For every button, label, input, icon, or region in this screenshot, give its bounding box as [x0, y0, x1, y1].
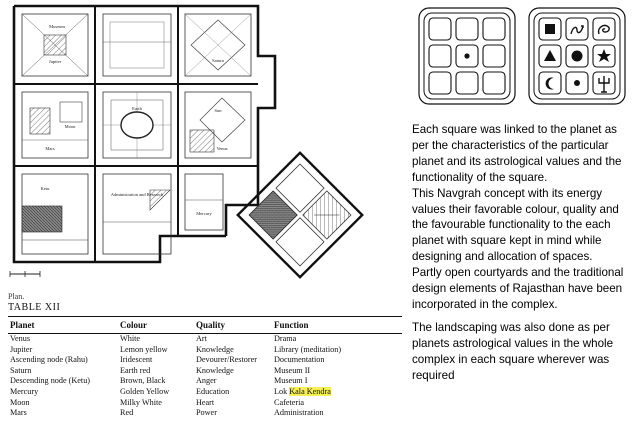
table-cell: Earth red	[120, 365, 151, 375]
moon-square	[22, 92, 88, 158]
header-colour: Colour	[120, 320, 147, 330]
header-function: Function	[274, 320, 309, 330]
table-cell: Golden Yellow	[120, 386, 170, 396]
header-quality: Quality	[196, 320, 226, 330]
table-cell: Knowledge	[196, 344, 234, 354]
table-row	[8, 376, 402, 387]
table-cell: Mars	[10, 408, 27, 418]
table-cell: Venus	[10, 334, 31, 343]
table-cell: Education	[196, 386, 230, 396]
circle-symbol-icon	[572, 51, 583, 62]
table-cell: Moon	[10, 397, 30, 407]
planet-table-grid	[8, 317, 402, 419]
description-text	[412, 122, 634, 384]
table-cell: Library (meditation)	[274, 344, 342, 354]
center-dot-icon	[464, 53, 469, 58]
table-cell: Art	[196, 334, 207, 343]
scale-bar	[10, 271, 40, 277]
description-paragraph-4: The landscaping was also done as per planets astrological values in the whole complex in each square wherever was required	[412, 320, 614, 382]
square-symbol-icon	[545, 24, 555, 34]
table-cell: Cafeteria	[274, 397, 304, 407]
crescent-symbol-icon	[546, 78, 554, 90]
ketu-square	[22, 174, 88, 254]
table-cell: White	[120, 334, 141, 343]
table-cell: Drama	[274, 334, 297, 343]
plan-label-mercury: Mercury	[196, 211, 212, 216]
table-cell: Anger	[196, 376, 217, 386]
table-cell: Administration	[274, 408, 324, 418]
navgrah-grid-right	[529, 8, 625, 104]
plan-label-moon: Moon	[64, 124, 76, 129]
architectural-plan	[0, 0, 400, 285]
rotated-building	[238, 153, 362, 277]
central-courtyard	[103, 92, 171, 158]
table-cell: Lemon yellow	[120, 344, 168, 354]
plan-caption: Plan.	[8, 292, 25, 301]
mercury-square	[185, 174, 223, 230]
triangle-symbol-icon	[544, 50, 556, 61]
plan-label-jupiter: Jupiter	[48, 59, 62, 64]
table-row	[8, 366, 402, 377]
table-cell: Saturn	[10, 365, 32, 375]
table-cell: Red	[120, 408, 134, 418]
table-row	[8, 334, 402, 345]
plan-label-mars: Mars	[45, 146, 55, 151]
plan-label-saturn: Saturn	[212, 58, 224, 63]
header-planet: Planet	[10, 320, 35, 330]
museum-square	[103, 14, 171, 76]
table-cell: Devourer/Restorer	[196, 355, 257, 365]
description-paragraph-1: Each square was linked to the planet as per the characteristics of the particular planet and its astrological values and the functionality of the square.	[412, 123, 622, 184]
table-cell: Museum II	[274, 365, 311, 375]
cell-text: Lok	[274, 386, 288, 396]
description-paragraph-2: This Navgrah concept with its energy values their favorable colour, quality and the favourable functionality to the each planet with square kept in mind while designing and allocation of spaces.	[412, 186, 619, 264]
scorpion-symbol-icon	[571, 26, 583, 34]
star-symbol-icon	[597, 49, 611, 62]
table-cell: Brown, Black	[120, 376, 166, 386]
table-row	[8, 355, 402, 366]
table-row	[8, 398, 402, 409]
description-paragraph-3: Partly open courtyards and the traditional design elements of Rajasthan have been incorporated in the complex.	[412, 266, 624, 311]
highlight-kala-kendra: Kala Kendra	[289, 386, 331, 396]
table-row	[8, 345, 402, 356]
table-title: TABLE XII	[8, 302, 61, 313]
table-cell: Ascending node (Rahu)	[10, 355, 88, 365]
spiral-symbol-icon	[599, 25, 610, 34]
navgrah-diagrams	[417, 6, 629, 116]
plan-label-ketu: Ketu	[40, 186, 50, 191]
dot-symbol-icon	[574, 80, 580, 86]
table-cell: Mercury	[10, 386, 39, 396]
table-row	[8, 408, 402, 419]
table-cell: Museum I	[274, 376, 308, 386]
plan-label-sun: Sun	[214, 108, 222, 113]
table-cell: Iridescent	[120, 355, 153, 365]
navgrah-svg	[417, 6, 629, 116]
table-cell: Power	[196, 408, 217, 418]
navgrah-grid-left	[419, 8, 515, 104]
table-cell: Milky White	[120, 397, 162, 407]
trident-symbol-icon	[599, 76, 609, 92]
table-cell: Knowledge	[196, 365, 234, 375]
table-cell: Jupiter	[10, 344, 33, 354]
table-header-row	[8, 317, 402, 333]
table-row	[8, 387, 402, 398]
plan-drawing	[0, 0, 400, 285]
table-cell: Documentation	[274, 355, 325, 365]
table-cell: Descending node (Ketu)	[10, 376, 91, 386]
saturn-square	[185, 14, 251, 76]
plan-label-administration: Administration and Research	[110, 192, 164, 197]
plan-label-museum: Museum	[49, 24, 65, 29]
table-cell: Heart	[196, 397, 215, 407]
plan-label-earth: Earth	[132, 106, 142, 111]
plan-label-venus: Venus	[216, 146, 228, 151]
planet-table	[8, 316, 402, 419]
table-cell-lok-kala-kendra	[272, 387, 402, 398]
